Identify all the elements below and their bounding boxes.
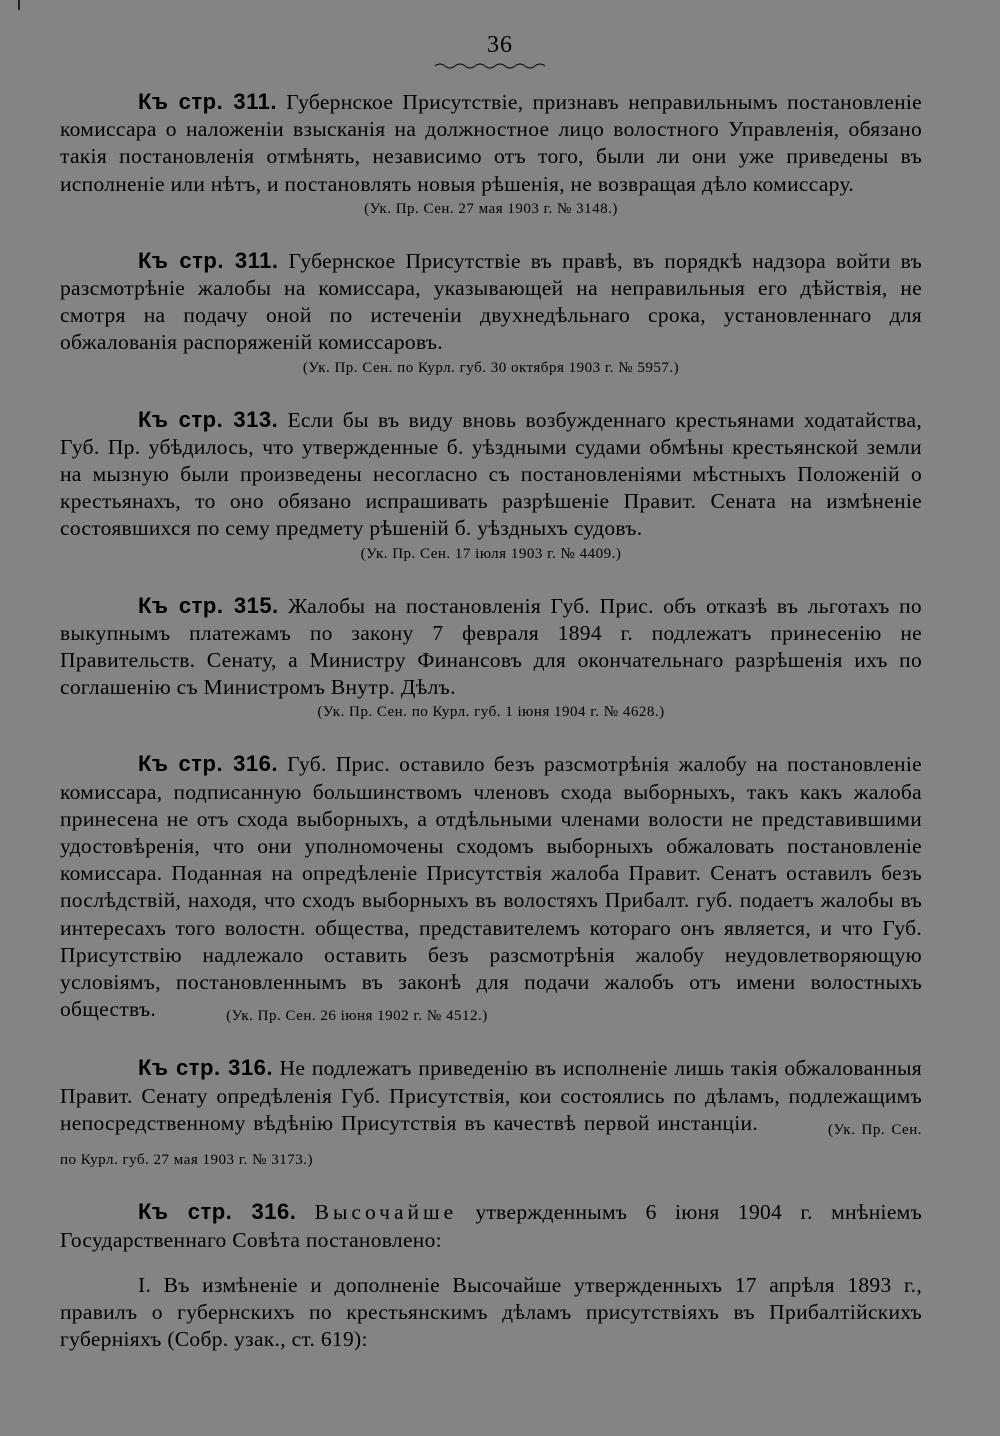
page-reference: Къ стр. 311.: [138, 89, 277, 114]
page-reference: Къ стр. 316.: [138, 751, 278, 777]
entry-paragraph: [60, 247, 922, 357]
entry-paragraph: [60, 1054, 922, 1170]
page-reference: Къ стр. 316.: [138, 1199, 297, 1225]
emphasized-word: Высочайше: [314, 1200, 458, 1225]
entry: [60, 592, 922, 723]
entry-text: Губернское Присутствіе, признавъ неправильнымъ постановленіе комиссара о наложеніи взысканія на должностное лицо волостного Управленія, обязано такія постановленія отмѣнять, независимо отъ того, были ли они уже приведены въ исполненіе или нѣтъ, и постановлять новыя рѣшенія, не возвращая дѣло комиссару.: [60, 90, 922, 196]
entry: [60, 406, 922, 564]
entry-paragraph: [60, 406, 922, 543]
entry: [60, 247, 922, 378]
entry-paragraph: [60, 1198, 922, 1253]
entry-paragraph: [60, 750, 922, 1026]
entry-text: утвержденнымъ 6 іюня 1904 г. мнѣніемъ Государственнаго Совѣта постановлено:: [60, 1200, 922, 1252]
page-number: 36: [487, 32, 513, 58]
page-body: [60, 88, 922, 1381]
entry: [60, 88, 922, 219]
entry: [60, 1198, 922, 1253]
entry: [60, 1054, 922, 1170]
source-citation: (Ук. Пр. Сен. по Курл. губ. 30 октября 1903 г. № 5957.): [302, 359, 680, 376]
entry-text: Губ. Прис. оставило безъ разсмотрѣнія жалобу на постановленіе комиссара, подписанную большинствомъ членовъ схода выборныхъ, такъ какъ жалоба принесена не отъ схода выборныхъ, а отдѣльными членами волости не представившими удостовѣренія, что они уполномочены сходомъ выборныхъ обжаловать постановленіе комиссара. Поданная на опредѣленіе Присутствія жалоба Правит. Сенатъ оставилъ безъ послѣдствій, находя, что сходъ выборныхъ въ волостяхъ Прибалт. губ. подаетъ жалобы въ интересахъ того волостн. общества, представителемъ котораго онъ является, и что Губ. Присутствію надлежало оставить безъ разсмотрѣнія жалобу неудовлетворяющую условіямъ, постановленнымъ въ законѣ для подачи жалобъ отъ имени волостныхъ обществъ.: [60, 752, 922, 1022]
entry-paragraph: [60, 88, 922, 198]
page-reference: Къ стр. 315.: [138, 592, 279, 618]
source-citation: (Ук. Пр. Сен. по Курл. губ. 1 іюня 1904 г. № 4628.): [317, 704, 665, 721]
entry-text: Жалобы на постановленія Губ. Прис. объ отказѣ въ льготахъ по выкупнымъ платежамъ по закону 7 февраля 1894 г. подлежатъ принесенію не Правительств. Сенату, а Министру Финансовъ для окончательнаго разрѣшенія ихъ по соглашенію съ Министромъ Внутр. Дѣлъ.: [60, 593, 922, 700]
entry-text: Если бы въ виду вновь возбужденнаго крестьянами ходатайства, Губ. Пр. убѣдилось, что утвержденные б. уѣздными судами обмѣны крестьянской земли на мызную были произведены несогласно съ постановленіями мѣстныхъ Положеній о крестьянахъ, то оно обязано испрашивать разрѣшеніе Правит. Сената на измѣненіе состоявшихся по сему предмету рѣшеній б. уѣздныхъ судовъ.: [60, 407, 922, 541]
entry-text: Не подлежатъ приведенію въ исполненіе лишь такія обжалованныя Правит. Сенату опредѣленія Губ. Присутствія, кои состоялись по дѣламъ, подлежащимъ непосредственному вѣдѣнію Присутствія въ качествѣ первой инстанціи.: [60, 1056, 922, 1135]
source-citation: (Ук. Пр. Сен. 26 іюня 1902 г. № 4512.): [226, 1008, 488, 1025]
page-reference: Къ стр. 316.: [138, 1055, 273, 1081]
decree-clause: [60, 1272, 922, 1354]
entry-paragraph: [60, 592, 922, 702]
entry-text: Губернское Присутствіе въ правѣ, въ порядкѣ надзора войти въ разсмотрѣніе жалобы на комиссара, указывающей на неправильныя его дѣйствія, не смотря на подачу оной по истеченіи двухнедѣльнаго срока, установленнаго для обжалованія распоряженій комиссаровъ.: [60, 248, 922, 355]
decree-paragraph: I. Въ измѣненіе и дополненіе Высочайше утвержденныхъ 17 апрѣля 1893 г., правилъ о губернскихъ по крестьянскимъ дѣламъ присутствіяхъ въ Прибалтійскихъ губерніяхъ (Собр. узак., ст. 619):: [60, 1272, 922, 1352]
page-reference: Къ стр. 311.: [138, 247, 279, 273]
source-citation: (Ук. Пр. Сен. 17 іюля 1903 г. № 4409.): [360, 545, 622, 562]
entry: [60, 750, 922, 1026]
header-ornament: [435, 62, 545, 70]
page-reference: Къ стр. 313.: [138, 406, 279, 432]
source-citation: (Ук. Пр. Сен. 27 мая 1903 г. № 3148.): [364, 200, 618, 217]
scan-mark: [18, 0, 20, 10]
source-citation: (Ук. Пр. Сен. по Курл. губ. 27 мая 1903 г. № 3173.): [60, 1121, 922, 1169]
